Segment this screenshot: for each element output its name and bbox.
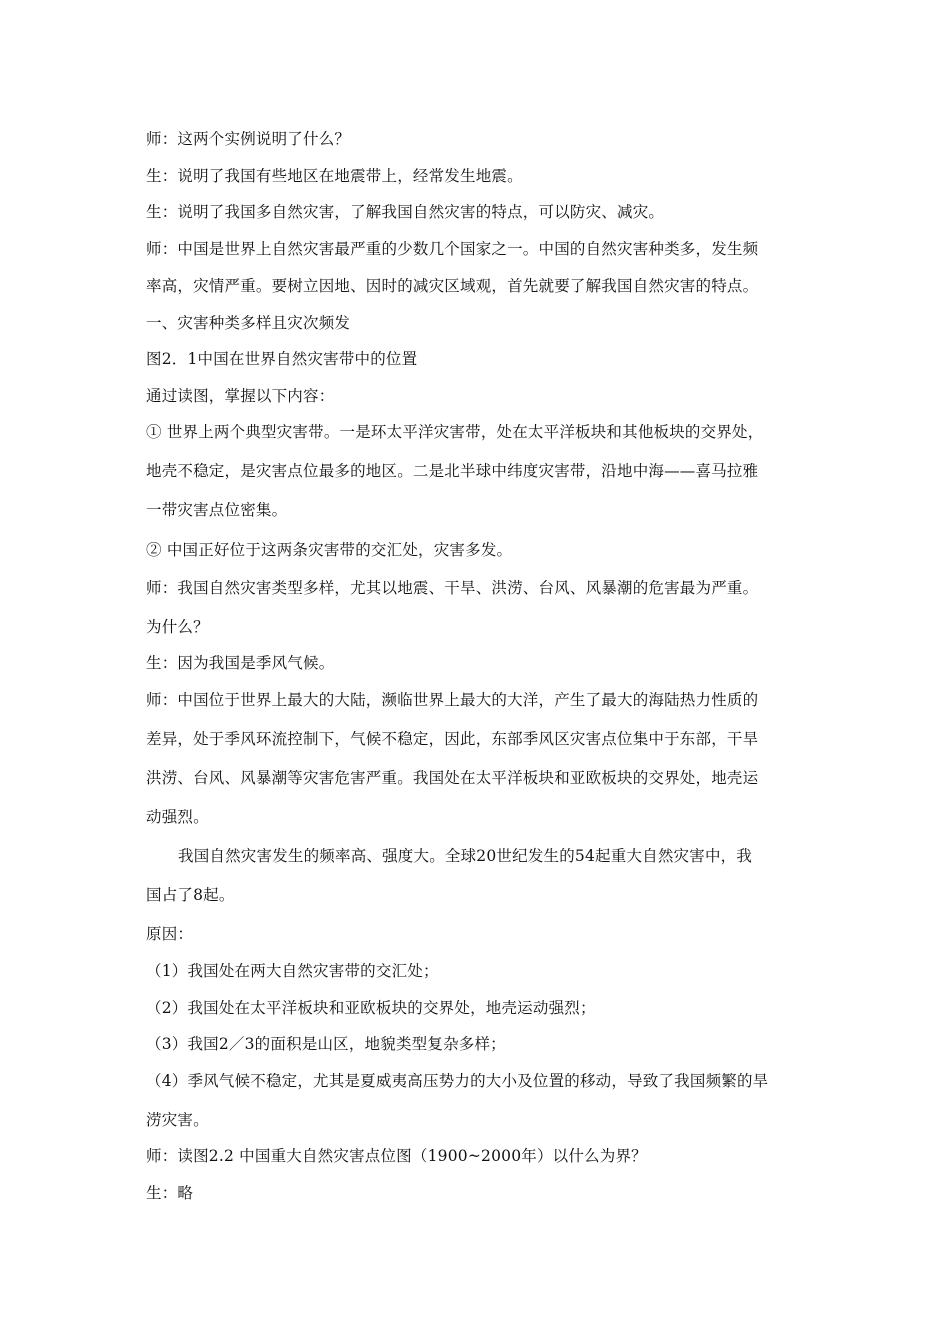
dialogue-line-teacher: 师：中国位于世界上最大的大陆，濒临世界上最大的大洋，产生了最大的海陆热力性质的: [146, 691, 759, 709]
paragraph-line: 率高，灾情严重。要树立因地、因时的减灾区域观，首先就要了解我国自然灾害的特点。: [146, 277, 759, 295]
dialogue-line-student: 生：说明了我国多自然灾害，了解我国自然灾害的特点，可以防灾、减灾。: [146, 203, 665, 221]
paragraph-line: 国占了8起。: [146, 886, 235, 904]
list-item: ② 中国正好位于这两条灾害带的交汇处，灾害多发。: [146, 541, 513, 559]
paragraph-line: 动强烈。: [146, 808, 209, 826]
dialogue-line-teacher: 师：读图2.2 中国重大自然灾害点位图（1900~2000年）以什么为界？: [146, 1147, 647, 1165]
list-item: （4）季风气候不稳定，尤其是夏威夷高压势力的大小及位置的移动，导致了我国频繁的旱: [146, 1072, 769, 1090]
dialogue-line-student: 生：说明了我国有些地区在地震带上，经常发生地震。: [146, 167, 523, 185]
paragraph-line: 为什么？: [146, 618, 209, 636]
dialogue-line-teacher: 师：中国是世界上自然灾害最严重的少数几个国家之一。中国的自然灾害种类多，发生频: [146, 240, 759, 258]
paragraph-line: 地壳不稳定，是灾害点位最多的地区。二是北半球中纬度灾害带，沿地中海——喜马拉雅: [146, 462, 759, 480]
paragraph-line: 一带灾害点位密集。: [146, 501, 288, 519]
list-item: （2）我国处在太平洋板块和亚欧板块的交界处，地壳运动强烈；: [146, 999, 596, 1017]
dialogue-line-teacher: 师：这两个实例说明了什么？: [146, 130, 351, 148]
paragraph-line: 我国自然灾害发生的频率高、强度大。全球20世纪发生的54起重大自然灾害中，我: [178, 847, 753, 865]
paragraph-line: 通过读图，掌握以下内容：: [146, 387, 335, 405]
list-item: （1）我国处在两大自然灾害带的交汇处；: [146, 962, 439, 980]
dialogue-line-student: 生：略: [146, 1184, 194, 1202]
paragraph-line: 差异，处于季风环流控制下，气候不稳定，因此，东部季风区灾害点位集中于东部，干旱: [146, 730, 759, 748]
list-item: ① 世界上两个典型灾害带。一是环太平洋灾害带，处在太平洋板块和其他板块的交界处，: [146, 423, 764, 441]
list-item: （3）我国2／3的面积是山区，地貌类型复杂多样；: [146, 1035, 506, 1053]
paragraph-line: 涝灾害。: [146, 1111, 209, 1129]
paragraph-line: 原因：: [146, 925, 194, 943]
section-heading: 一、灾害种类多样且灾次频发: [146, 314, 351, 332]
figure-reference: 图2．1中国在世界自然灾害带中的位置: [146, 350, 418, 368]
dialogue-line-student: 生：因为我国是季风气候。: [146, 654, 335, 672]
dialogue-line-teacher: 师：我国自然灾害类型多样，尤其以地震、干旱、洪涝、台风、风暴潮的危害最为严重。: [146, 579, 759, 597]
paragraph-line: 洪涝、台风、风暴潮等灾害危害严重。我国处在太平洋板块和亚欧板块的交界处，地壳运: [146, 769, 759, 787]
